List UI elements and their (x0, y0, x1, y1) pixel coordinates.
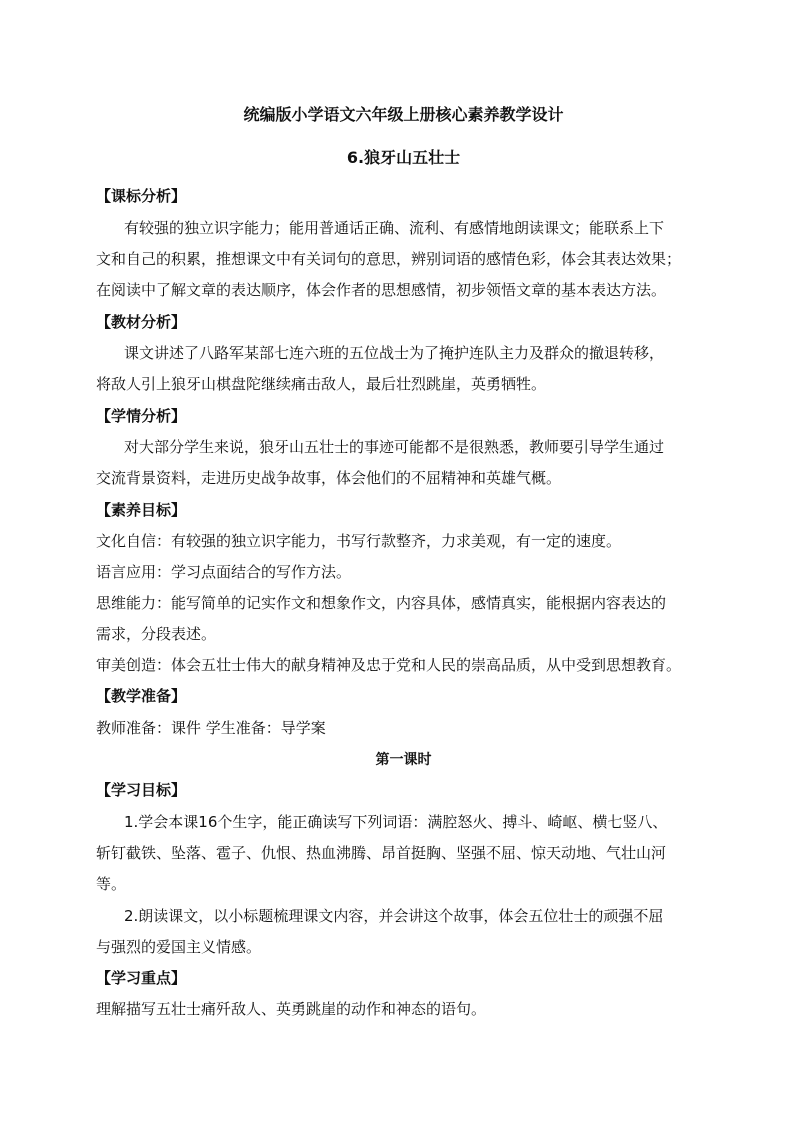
objective-line: 等。 (96, 875, 127, 893)
section-heading-prep: 【教学准备】 (96, 687, 187, 705)
goal-line: 需求，分段表述。 (96, 625, 217, 643)
lesson-title: 6.狼牙山五壮士 (346, 148, 461, 167)
objective-line: 斩钉截铁、坠落、雹子、仇恨、热血沸腾、昂首挺胸、坚强不屈、惊天动地、气壮山河 (96, 844, 667, 862)
lesson-period-title: 第一课时 (375, 752, 432, 768)
paragraph-line: 文和自己的积累，推想课文中有关词句的意思，辨别词语的感情色彩，体会其表达效果； (96, 250, 682, 268)
paragraph-line: 有较强的独立识字能力；能用普通话正确、流利、有感情地朗读课文；能联系上下 (124, 219, 665, 237)
keypoints-text: 理解描写五壮士痛歼敌人、英勇跳崖的动作和神态的语句。 (96, 1000, 487, 1018)
goal-line: 文化自信：有较强的独立识字能力，书写行款整齐，力求美观，有一定的速度。 (96, 532, 622, 550)
section-heading-objectives: 【学习目标】 (96, 781, 187, 799)
goal-line: 语言应用：学习点面结合的写作方法。 (96, 563, 352, 581)
paragraph-line: 课文讲述了八路军某部七连六班的五位战士为了掩护连队主力及群众的撤退转移， (124, 344, 665, 362)
goal-line: 审美创造：体会五壮士伟大的献身精神及忠于党和人民的崇高品质，从中受到思想教育。 (96, 656, 682, 674)
goal-line: 思维能力：能写简单的记实作文和想象作文，内容具体，感情真实，能根据内容表达的 (96, 594, 667, 612)
paragraph-line: 在阅读中了解文章的表达顺序，体会作者的思想感情，初步领悟文章的基本表达方法。 (96, 281, 667, 299)
section-heading-curriculum: 【课标分析】 (96, 187, 187, 205)
section-heading-textbook: 【教材分析】 (96, 313, 187, 331)
objective-line: 2.朗读课文，以小标题梳理课文内容，并会讲这个故事，体会五位壮士的顽强不屈 (124, 907, 664, 925)
paragraph-line: 对大部分学生来说，狼牙山五壮士的事迹可能都不是很熟悉，教师要引导学生通过 (124, 438, 665, 456)
section-heading-keypoints: 【学习重点】 (96, 969, 187, 987)
document-title: 统编版小学语文六年级上册核心素养教学设计 (243, 105, 564, 124)
prep-text: 教师准备：课件 学生准备：导学案 (96, 719, 326, 737)
section-heading-students: 【学情分析】 (96, 407, 187, 425)
paragraph-line: 将敌人引上狼牙山棋盘陀继续痛击敌人，最后壮烈跳崖，英勇牺牲。 (96, 375, 547, 393)
paragraph-line: 交流背景资料，走进历史战争故事，体会他们的不屈精神和英雄气概。 (96, 469, 562, 487)
objective-line: 与强烈的爱国主义情感。 (96, 938, 262, 956)
section-heading-goals: 【素养目标】 (96, 501, 187, 519)
objective-line: 1.学会本课16个生字，能正确读写下列词语：满腔怒火、搏斗、崎岖、横七竖八、 (124, 813, 668, 831)
